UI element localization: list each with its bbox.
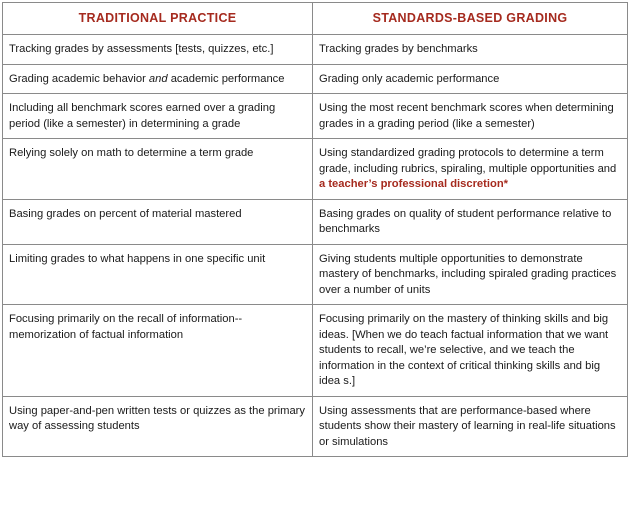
comparison-table (2, 2, 628, 457)
header-traditional-practice: TRADITIONAL PRACTICE (3, 3, 313, 35)
traditional-cell: Limiting grades to what happens in one specific unit (3, 244, 313, 305)
standards-cell: Grading only academic performance (313, 64, 628, 94)
highlight-text: a teacher’s professional discretion* (319, 178, 509, 190)
traditional-cell: Using paper-and-pen written tests or quizzes as the primary way of assessing students (3, 396, 313, 457)
cell-text: Grading academic behavior (9, 72, 149, 85)
header-standards-based-grading: STANDARDS-BASED GRADING (313, 3, 628, 35)
traditional-cell: Relying solely on math to determine a term grade (3, 139, 313, 200)
traditional-cell: Focusing primarily on the recall of information--memorization of factual information (3, 305, 313, 397)
standards-cell: Using the most recent benchmark scores when determining grades in a grading period (like a semester) (313, 94, 628, 139)
standards-cell: Using assessments that are performance-based where students show their mastery of learning in real-life situations or simulations (313, 396, 628, 457)
standards-cell: Tracking grades by benchmarks (313, 35, 628, 65)
table-row (3, 244, 628, 305)
table-row (3, 64, 628, 94)
header-row (3, 3, 628, 35)
table-header (3, 3, 628, 35)
standards-cell: Focusing primarily on the mastery of thinking skills and big ideas. [When we do teach factual information that we want students to recall, we’re selective, and we teach the information in the context of critical thinking skills and big idea s.] (313, 305, 628, 397)
standards-cell (313, 139, 628, 200)
emphasis-text: and (148, 72, 168, 85)
traditional-cell: Including all benchmark scores earned over a grading period (like a semester) in determining a grade (3, 94, 313, 139)
table-row (3, 139, 628, 200)
traditional-cell (3, 64, 313, 94)
standards-cell: Giving students multiple opportunities to demonstrate mastery of benchmarks, including spiraled grading practices over a number of units (313, 244, 628, 305)
cell-text: academic performance (167, 72, 285, 85)
table-row (3, 305, 628, 397)
table-row (3, 94, 628, 139)
table-row (3, 199, 628, 244)
traditional-cell: Basing grades on percent of material mastered (3, 199, 313, 244)
table-body (3, 35, 628, 457)
table-row (3, 35, 628, 65)
table-row (3, 396, 628, 457)
cell-text: Using standardized grading protocols to determine a term grade, including rubrics, spiraling, multiple opportunities and (319, 147, 617, 175)
traditional-cell: Tracking grades by assessments [tests, quizzes, etc.] (3, 35, 313, 65)
standards-cell: Basing grades on quality of student performance relative to benchmarks (313, 199, 628, 244)
